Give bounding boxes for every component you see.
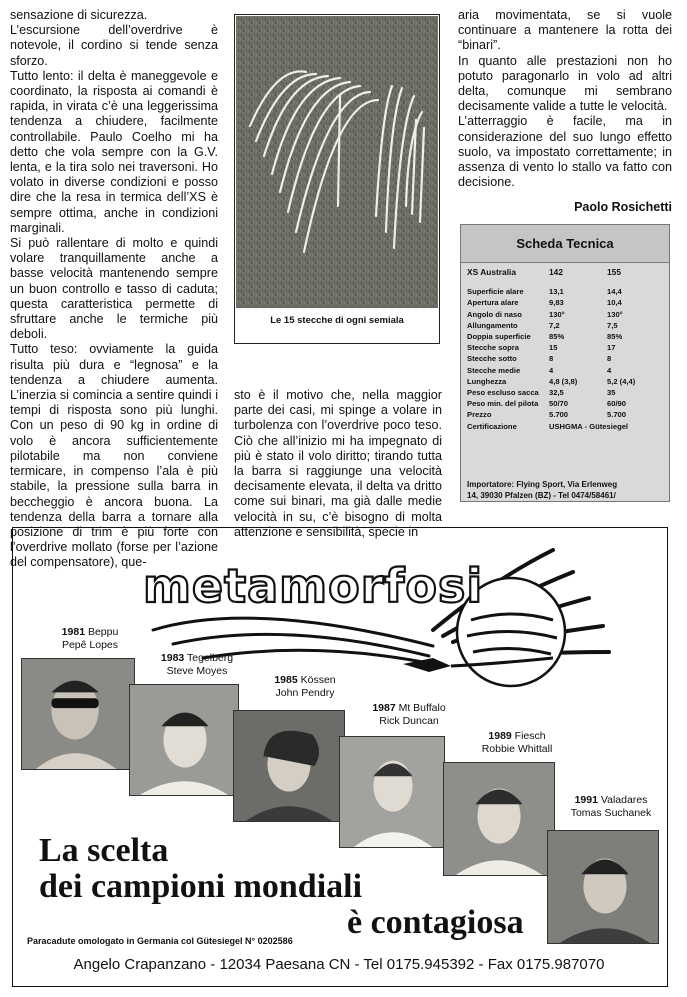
champion-label: 1987 Mt Buffalo Rick Duncan — [372, 702, 446, 727]
table-row — [467, 365, 667, 376]
table-row — [467, 376, 667, 387]
champion-photo — [129, 684, 239, 796]
article-column-left — [10, 8, 218, 571]
contact-line: Angelo Crapanzano - 12034 Paesana CN - Tel 0175.945392 - Fax 0175.987070 — [73, 956, 605, 973]
spec-label: Doppia superficie — [467, 332, 531, 342]
spec-value-a: 4 — [549, 365, 554, 375]
champion-label: 1981 Beppu Pepê Lopes — [61, 626, 119, 651]
table-row — [467, 387, 667, 398]
spec-value-a: 9,83 — [549, 298, 564, 308]
champion-label: 1991 Valadares Tomas Suchanek — [570, 794, 652, 819]
champion-photo — [21, 658, 135, 770]
article-photo-frame — [234, 14, 440, 344]
paragraph: aria movimentata, se si vuole continuare a mantenere la rotta dei “binari”. — [458, 8, 672, 53]
spec-value-a: 32,5 — [549, 387, 564, 397]
headline-line: è contagiosa — [347, 904, 524, 941]
champion-photo — [233, 710, 345, 822]
spec-label: Lunghezza — [467, 376, 507, 386]
spec-sheet — [460, 224, 670, 502]
paragraph: Tutto lento: il delta è maneggevole e coordinato, la risposta ai comandi è rapida, in virata c’è una leggerissima tendenza a chiudere, facilmente controllabile. Paulo Coelho mi ha detto che vola sempre con la G.V. lenta, e la tira solo nei traversoni. Ho volato in diverse condizioni e posso dire che la resa in termica dell’XS è sempre ottima, anche in condizioni marginali. — [10, 68, 218, 235]
spec-value-a: USHGMA - Gütesiegel — [549, 421, 629, 431]
table-row — [467, 297, 667, 308]
certification-note: Paracadute omologato in Germania col Gütesiegel N° 0202586 — [27, 936, 293, 946]
spec-value-b: 5,2 (4,4) — [607, 376, 636, 386]
spec-value-b: 35 — [607, 387, 616, 397]
champion-label: 1983 Tegelberg Steve Moyes — [160, 652, 234, 677]
importer-line: 14, 39030 Pfalzen (BZ) - Tel 0474/58461/ — [467, 491, 616, 500]
importer-line: Importatore: Flying Sport, Via Erlenweg — [467, 480, 618, 489]
spec-value-a: 50/70 — [549, 399, 569, 409]
headline-line: dei campioni mondiali — [39, 868, 363, 905]
headline-line: La scelta — [39, 832, 169, 869]
spec-table — [467, 267, 667, 432]
spec-value-b: 10,4 — [607, 298, 622, 308]
photo-caption: Le 15 stecche di ogni semiala — [270, 315, 404, 326]
article-column-right — [458, 8, 672, 216]
spec-value-a: 4,8 (3,8) — [549, 376, 578, 386]
table-row — [467, 409, 667, 420]
brand-wordmark: metamorfosi — [143, 559, 484, 613]
paragraph: Si può rallentare di molto e quindi volare tranquillamente anche a basse velocità mantenendo sempre un buon controllo e tasso di caduta; questa caratteristica permette di sfruttare anche le termiche più deboli. — [10, 236, 218, 342]
spec-label: Peso escluso sacca — [467, 387, 539, 397]
spec-label: Stecche sopra — [467, 343, 519, 353]
spec-value-a: 85% — [549, 332, 565, 342]
paragraph: L’escursione dell’overdrive è notevole, il cordino si tende senza sforzo. — [10, 23, 218, 68]
spec-value-b: 130° — [607, 309, 623, 319]
battens-photo — [236, 16, 438, 308]
spec-value-b: 85% — [607, 332, 623, 342]
advertisement — [12, 527, 668, 987]
spec-value-a: 7,2 — [549, 320, 560, 330]
spec-label: Apertura alare — [467, 298, 519, 308]
spec-size-b: 155 — [607, 267, 621, 278]
spec-label: Stecche medie — [467, 365, 521, 375]
paragraph: sto è il motivo che, nella maggior parte dei casi, mi spinge a volare in turbolenza con l’overdrive poco teso. Ciò che all’inizio mi ha impegnato di più è stato il volo diritto; tirando tutta la barra si raggiunge una velocità decisamente elevata, il delta va dritto come sui binari, ma già dalle medie velocità in su, c’è bisogno di molta attenzione e sensibilità, specie in — [234, 388, 442, 539]
table-row — [467, 342, 667, 353]
paragraph: In quanto alle prestazioni non ho potuto paragonarlo in volo ad altri delta, comunque mi sembrano decisamente valide a tutte le velocità. — [458, 53, 672, 114]
spec-value-b: 4 — [607, 365, 612, 375]
spec-header-row — [467, 267, 667, 278]
spec-label: Stecche sotto — [467, 354, 517, 364]
table-row — [467, 309, 667, 320]
champion-label: 1985 Kössen John Pendry — [274, 674, 336, 699]
spec-label: Peso min. del pilota — [467, 399, 539, 409]
spec-value-b: 60/90 — [607, 399, 627, 409]
spec-value-b: 14,4 — [607, 287, 622, 297]
spec-label: Superficie alare — [467, 287, 524, 297]
spec-size-a: 142 — [549, 267, 563, 278]
spec-value-a: 8 — [549, 354, 554, 364]
spec-value-b: 8 — [607, 354, 612, 364]
champion-photo — [339, 736, 445, 848]
table-row — [467, 420, 667, 431]
table-row — [467, 398, 667, 409]
champion-photo — [547, 830, 659, 944]
spec-value-a: 15 — [549, 343, 558, 353]
paragraph: L’atterraggio è facile, ma in considerazione del suo lungo effetto suolo, va impostato correttamente; in assenza di vento lo stallo va fatto con decisione. — [458, 114, 672, 190]
spec-value-a: 130° — [549, 309, 565, 319]
importer-info — [467, 479, 667, 501]
table-row — [467, 286, 667, 297]
table-row — [467, 331, 667, 342]
spec-label: Allungamento — [467, 320, 518, 330]
article-column-middle — [234, 388, 442, 540]
spec-value-a: 13,1 — [549, 287, 564, 297]
spec-value-a: 5.700 — [549, 410, 569, 420]
paragraph: Tutto teso: ovviamente la guida risulta più dura e “legnosa” e la tendenza a chiudere aumenta. L’inerzia si comincia a sentire quindi i tempi di risposta sono più lunghi. Con un peso di 90 kg in ordine di volo è ancora sufficientemente pilotabile ma non conviene termicare, in compenso l’ala è più stabile, la pressione sulla barra in beccheggio è ancora buona. La tendenza della barra a tornare alla posizione di trim è più forte con l’overdrive mollato (forse per l’azione del compensatore), que- — [10, 342, 218, 570]
paragraph: sensazione di sicurezza. — [10, 8, 148, 22]
author-signature: Paolo Rosichetti — [574, 200, 672, 215]
spec-value-b: 5.700 — [607, 410, 627, 420]
spec-value-b: 17 — [607, 343, 616, 353]
spec-value-b: 7,5 — [607, 320, 618, 330]
spec-label: Prezzo — [467, 410, 492, 420]
spec-model: XS Australia — [467, 267, 517, 278]
spec-label: Angolo di naso — [467, 309, 522, 319]
table-row — [467, 353, 667, 364]
champion-label: 1989 Fiesch Robbie Whittall — [481, 730, 553, 755]
table-row — [467, 320, 667, 331]
spec-label: Certificazione — [467, 421, 517, 431]
spec-sheet-title: Scheda Tecnica — [461, 225, 669, 263]
ad-headline — [39, 833, 559, 941]
